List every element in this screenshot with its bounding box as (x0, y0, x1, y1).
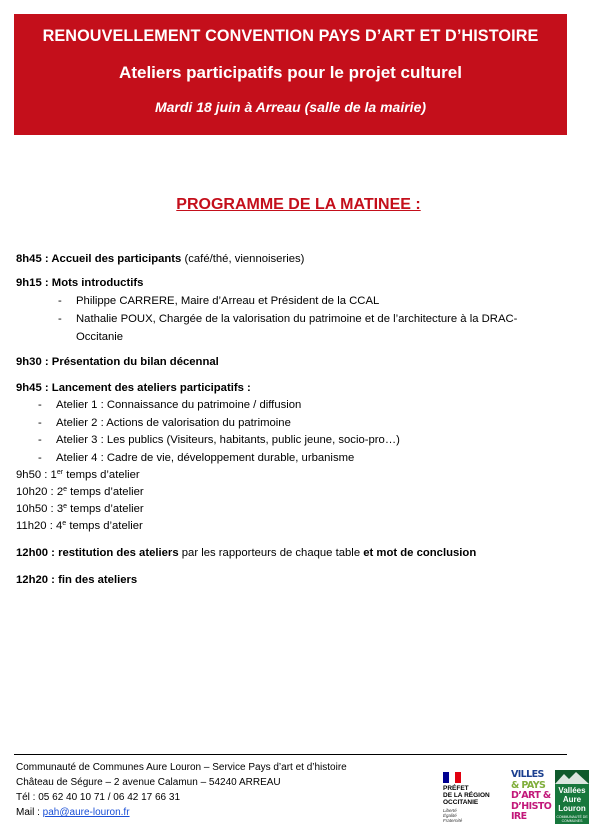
agenda-restitution: 12h00 : restitution des ateliers par les rapporteurs de chaque table et mot de conclusion (16, 547, 477, 559)
footer-organisation: Communauté de Communes Aure Louron – Service Pays d’art et d’histoire (16, 762, 347, 773)
temps-atelier-item: 11h20 : 4e temps d’atelier (16, 520, 143, 532)
footer-mail: Mail : pah@aure-louron.fr (16, 807, 130, 818)
speaker-item-continuation: Occitanie (76, 331, 124, 343)
speaker-item: Nathalie POUX, Chargée de la valorisation du patrimoine et de l’architecture à la DRAC- (76, 313, 518, 325)
banner-subtitle: Ateliers participatifs pour le projet culturel (119, 63, 462, 82)
prefet-occitanie-logo: PRÉFET DE LA RÉGION OCCITANIE Liberté Égalité Fraternité (443, 770, 503, 826)
aure-louron-logo: Vallées Aure Louron COMMUNAUTÉ DE COMMUNES (555, 770, 589, 824)
marianne-flag-icon (443, 772, 461, 783)
header-banner (14, 14, 567, 135)
agenda-fin: 12h20 : fin des ateliers (16, 574, 138, 586)
footer-divider (14, 754, 567, 755)
temps-atelier-item: 10h20 : 2e temps d’atelier (16, 486, 144, 498)
agenda-accueil: 8h45 : Accueil des participants (café/thé, viennoiseries) (16, 253, 305, 265)
bullet-dash: - (58, 295, 62, 307)
speaker-item: Philippe CARRERE, Maire d’Arreau et Président de la CCAL (76, 295, 380, 307)
atelier-item: Atelier 1 : Connaissance du patrimoine / diffusion (56, 399, 302, 411)
temps-atelier-item: 9h50 : 1er temps d’atelier (16, 469, 140, 481)
atelier-item: Atelier 2 : Actions de valorisation du patrimoine (56, 417, 291, 429)
accueil-label: Accueil des participants (51, 253, 182, 265)
bullet-dash: - (38, 417, 42, 429)
agenda-mots-introductifs: 9h15 : Mots introductifs (16, 277, 144, 289)
email-link[interactable]: pah@aure-louron.fr (42, 807, 130, 818)
programme-heading: PROGRAMME DE LA MATINEE : (176, 196, 421, 213)
villes-pays-art-histoire-logo: VILLES & PAYS D’ART & D’HISTO IRE (511, 770, 552, 822)
footer-address: Château de Ségure – 2 avenue Calamun – 54240 ARREAU (16, 777, 281, 788)
atelier-item: Atelier 4 : Cadre de vie, développement durable, urbanisme (56, 452, 355, 464)
bullet-dash: - (38, 452, 42, 464)
atelier-item: Atelier 3 : Les publics (Visiteurs, habitants, public jeune, socio-pro…) (56, 434, 400, 446)
agenda-bilan: 9h30 : Présentation du bilan décennal (16, 356, 219, 368)
temps-atelier-item: 10h50 : 3e temps d’atelier (16, 503, 144, 515)
bullet-dash: - (38, 399, 42, 411)
bullet-dash: - (38, 434, 42, 446)
banner-date: Mardi 18 juin à Arreau (salle de la mairie) (154, 99, 427, 115)
accueil-time: 8h45 (16, 253, 42, 265)
agenda-lancement: 9h45 : Lancement des ateliers participatifs : (16, 382, 251, 394)
accueil-note: (café/thé, viennoiseries) (181, 253, 305, 265)
footer-phone: Tél : 05 62 40 10 71 / 06 42 17 66 31 (16, 792, 181, 803)
banner-title: RENOUVELLEMENT CONVENTION PAYS D’ART ET D’HISTOIRE (42, 27, 539, 45)
mountain-icon (555, 770, 589, 784)
bullet-dash: - (58, 313, 62, 325)
